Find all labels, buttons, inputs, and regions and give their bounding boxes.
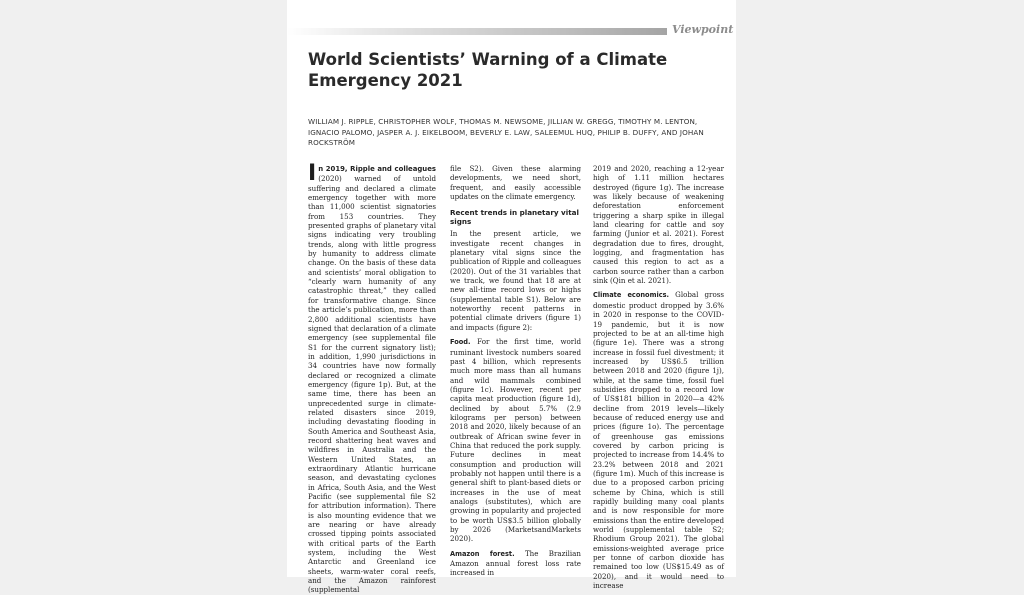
intro-paragraph	[308, 161, 436, 595]
body-column-2	[450, 164, 581, 578]
lead-in-bold: n 2019, Ripple and colleagues	[318, 165, 436, 173]
section-label: Viewpoint	[672, 23, 734, 36]
run-in-heading-amazon: Amazon forest.	[450, 549, 515, 558]
article-title: World Scientists’ Warning of a Climate Emergency 2021	[308, 50, 668, 90]
paragraph: file S2). Given these alarming developments, we need short, frequent, and easily accessible updates on the climate emergency.	[450, 164, 581, 202]
economics-text: Global gross domestic product dropped by 3.6% in 2020 in response to the COVID-19 pandemic, but it is now projected to be at an all-time high (figure 1e). There was a strong increase in fossil fuel divestment; it increased by US$6.5 trillion between 2018 and 2020 (figure 1j), while, at the same time, fossil fuel subsidies dropped to a record low of US$181 billion in 2020—a 42% decline from 2019 levels—likely because of reduced energy use and prices (figure 1o). The percentage of greenhouse gas emissions covered by carbon pricing is projected to increase from 14.4% to 23.2% between 2018 and 2021 (figure 1m). Much of this increase is due to a proposed carbon pricing scheme by China, which is still rapidly building many coal plants and is now responsible for more emissions than the entire developed world (supplemental table S2; Rhodium Group 2021). The global emissions-weighted average price per tonne of carbon dioxide has remained too low (US$15.49 as of 2020), and it would need to increase	[593, 290, 724, 591]
food-text: For the first time, world ruminant livestock numbers soared past 4 billion, which represents much more mass than all humans and wild mammals combined (figure 1c). However, recent per capita meat production (figure 1d), declined by about 5.7% (2.9 kilograms per person) between 2018 and 2020, likely because of an outbreak of African swine fever in China that reduced the pork supply. Future declines in meat consumption and production will probably not happen until there is a general shift to plant-based diets or increases in the use of meat analogs (substitutes), which are growing in popularity and projected to be worth US$3.5 billion globally by 2026 (MarketsandMarkets 2020).	[450, 337, 581, 544]
run-in-heading-food: Food.	[450, 338, 471, 347]
economics-paragraph	[593, 290, 724, 590]
body-column-3	[593, 164, 724, 590]
section-header-bar	[287, 28, 667, 35]
section-heading: Recent trends in planetary vital signs	[450, 208, 579, 227]
run-in-heading-economics: Climate economics.	[593, 291, 670, 300]
food-paragraph	[450, 337, 581, 544]
journal-page	[287, 0, 736, 595]
amazon-paragraph	[450, 549, 581, 578]
amazon-text: The Brazilian Amazon annual forest loss rate increased in	[450, 548, 581, 578]
body-column-1	[308, 161, 436, 595]
paragraph: 2019 and 2020, reaching a 12-year high of 1.11 million hectares destroyed (figure 1g). The increase was likely because of weakening deforestation enforcement triggering a sharp spike in illegal land clearing for cattle and soy farming (Junior et al. 2021). Forest degradation due to fires, drought, logging, and fragmentation has caused this region to act as a carbon source rather than a carbon sink (Qin et al. 2021).	[593, 164, 724, 286]
drop-cap: I	[308, 161, 317, 186]
paragraph: In the present article, we investigate recent changes in planetary vital signs since the publication of Ripple and colleagues (2020). Out of the 31 variables that we track, we found that 18 are at new all-time record lows or highs (supplemental table S1). Below are noteworthy recent patterns in potential climate drivers (figure 1) and impacts (figure 2):	[450, 229, 581, 332]
intro-text: (2020) warned of untold suffering and declared a climate emergency together with more than 11,000 scientist signatories from 153 countries. They presented graphs of planetary vital signs indicating very troubling trends, along with little progress by humanity to address climate change. On the basis of these data and scientists’ moral obligation to “clearly warn humanity of any catastrophic threat,” they called for transformative change. Since the article’s publication, more than 2,800 additional scientists have signed that declaration of a climate emergency (see supplemental file S1 for the current signatory list); in addition, 1,990 jurisdictions in 34 countries have now formally declared or recognized a climate emergency (figure 1p). But, at the same time, there has been an unprecedented surge in climate-related disasters since 2019, including devastating flooding in South America and Southeast Asia, record shattering heat waves and wildfires in Australia and the Western United States, an extraordinary Atlantic hurricane season, and devastating cyclones in Africa, South Asia, and the West Pacific (see supplemental file S2 for attribution information). There is also mounting evidence that we are nearing or have already crossed tipping points associated with critical parts of the Earth system, including the West Antarctic and Greenland ice sheets, warm-water coral reefs, and the Amazon rainforest (supplemental	[308, 174, 436, 595]
author-list: WILLIAM J. RIPPLE, CHRISTOPHER WOLF, THOMAS M. NEWSOME, JILLIAN W. GREGG, TIMOTHY M. LENTON, IGNACIO PALOMO, JASPER A. J. EIKELBOOM, BEVERLY E. LAW, SALEEMUL HUQ, PHILIP B. DUFFY, AND JOHAN ROCKSTRÖM	[308, 117, 704, 147]
